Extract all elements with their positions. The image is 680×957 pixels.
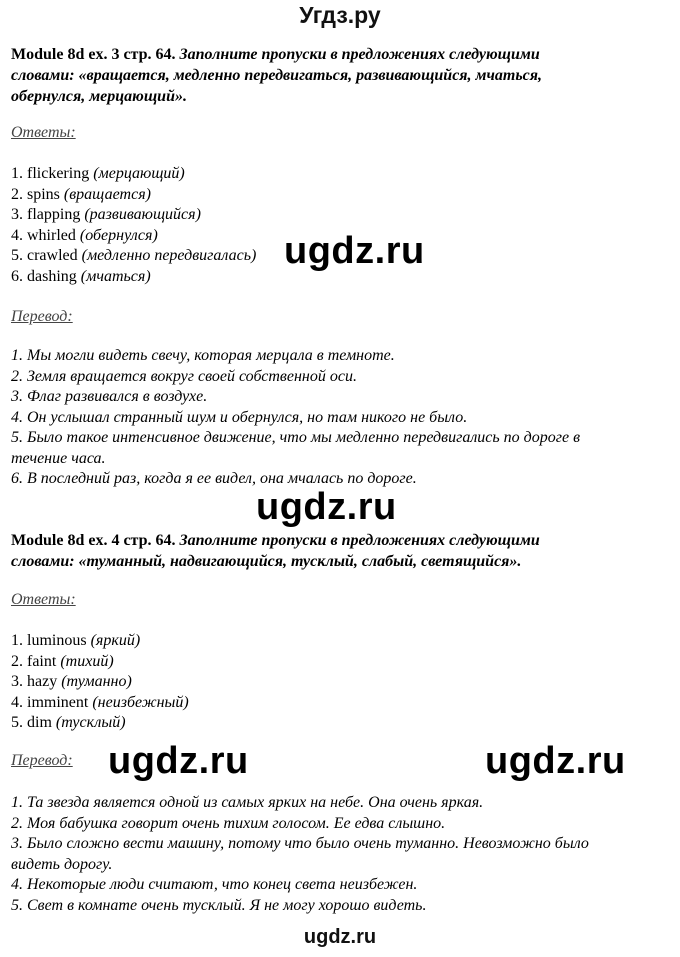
watermark: ugdz.ru	[485, 740, 626, 782]
translation-line: 5. Было такое интенсивное движение, что мы медленно передвигались по дороге в	[11, 429, 581, 446]
list-item	[11, 226, 256, 247]
answer-word: 5. dim	[11, 714, 52, 731]
list-item	[11, 164, 256, 185]
answer-translation: (неизбежный)	[92, 693, 189, 711]
translation-line: 3. Было сложно вести машину, потому что было очень туманно. Невозможно было	[11, 835, 589, 852]
site-title: Угдз.ру	[299, 2, 381, 28]
answer-word: 2. spins	[11, 185, 60, 203]
ex3-task	[11, 44, 542, 107]
ex4-task-line1: Заполните пропуски в предложениях следующими	[179, 532, 540, 549]
watermark: ugdz.ru	[284, 230, 425, 272]
translation-line: 2. Земля вращается вокруг своей собственной оси.	[11, 367, 357, 385]
translation-line: 4. Он услышал странный шум и обернулся, но там никого не было.	[11, 408, 468, 426]
answer-word: 2. faint	[11, 652, 57, 670]
answer-word: 5. crawled	[11, 247, 78, 264]
list-item	[11, 185, 256, 206]
answer-translation: (обернулся)	[79, 226, 158, 244]
list-item	[11, 672, 189, 693]
answer-translation: (развивающийся)	[84, 206, 201, 223]
translation-line: 1. Та звезда является одной из самых ярких на небе. Она очень яркая.	[11, 794, 484, 811]
list-item	[11, 713, 189, 734]
ex4-translation	[11, 793, 589, 916]
ex3-answers-label: Ответы:	[11, 124, 76, 141]
watermark: ugdz.ru	[256, 486, 397, 528]
answer-translation: (вращается)	[63, 185, 151, 203]
translation-line: 2. Моя бабушка говорит очень тихим голосом. Ее едва слышно.	[11, 814, 446, 832]
ex3-task-line2: словами: «вращается, медленно передвигаться, развивающийся, мчаться,	[11, 67, 543, 84]
answer-translation: (тусклый)	[55, 714, 126, 731]
watermark: ugdz.ru	[108, 740, 249, 782]
ex3-answers-list	[11, 164, 256, 287]
answer-translation: (мчаться)	[80, 267, 151, 285]
answer-translation: (мерцающий)	[93, 165, 185, 182]
ex4-answers-label: Ответы:	[11, 591, 76, 608]
answer-word: 1. flickering	[11, 165, 90, 182]
list-item	[11, 246, 256, 267]
answer-word: 3. flapping	[11, 206, 81, 223]
translation-line: 5. Свет в комнате очень тусклый. Я не могу хорошо видеть.	[11, 896, 427, 914]
ex4-answers-list	[11, 631, 189, 734]
ex4-task-line2: словами: «туманный, надвигающийся, тусклый, слабый, светящийся».	[11, 553, 522, 570]
ex3-task-line1: Заполните пропуски в предложениях следующими	[179, 46, 540, 63]
ex4-task-ref: Module 8d ex. 4 стр. 64.	[11, 532, 176, 549]
list-item	[11, 652, 189, 673]
ex3-translation	[11, 346, 580, 490]
answer-word: 4. imminent	[11, 693, 89, 711]
answer-translation: (тихий)	[60, 652, 114, 670]
ex3-task-line3: обернулся, мерцающий».	[11, 88, 187, 105]
ex4-translation-label: Перевод:	[11, 752, 73, 769]
ex3-translation-label: Перевод:	[11, 308, 73, 325]
translation-line: 4. Некоторые люди считают, что конец света неизбежен.	[11, 876, 418, 893]
translation-line: видеть дорогу.	[11, 855, 113, 873]
ex4-task	[11, 530, 540, 572]
translation-line: течение часа.	[11, 449, 106, 467]
answer-word: 6. dashing	[11, 267, 77, 285]
list-item	[11, 205, 256, 226]
answer-translation: (туманно)	[61, 673, 132, 690]
translation-line: 1. Мы могли видеть свечу, которая мерцала в темноте.	[11, 347, 395, 364]
translation-line: 6. В последний раз, когда я ее видел, она мчалась по дороге.	[11, 470, 417, 487]
answer-word: 3. hazy	[11, 673, 58, 690]
answer-word: 1. luminous	[11, 632, 87, 649]
answer-translation: (яркий)	[90, 632, 141, 649]
list-item	[11, 631, 189, 652]
footer-site-mark: ugdz.ru	[303, 926, 377, 948]
list-item	[11, 693, 189, 714]
answer-translation: (медленно передвигалась)	[81, 247, 257, 264]
answer-word: 4. whirled	[11, 226, 76, 244]
translation-line: 3. Флаг развивался в воздухе.	[11, 388, 208, 405]
list-item	[11, 267, 256, 288]
ex3-task-ref: Module 8d ex. 3 стр. 64.	[11, 46, 176, 63]
